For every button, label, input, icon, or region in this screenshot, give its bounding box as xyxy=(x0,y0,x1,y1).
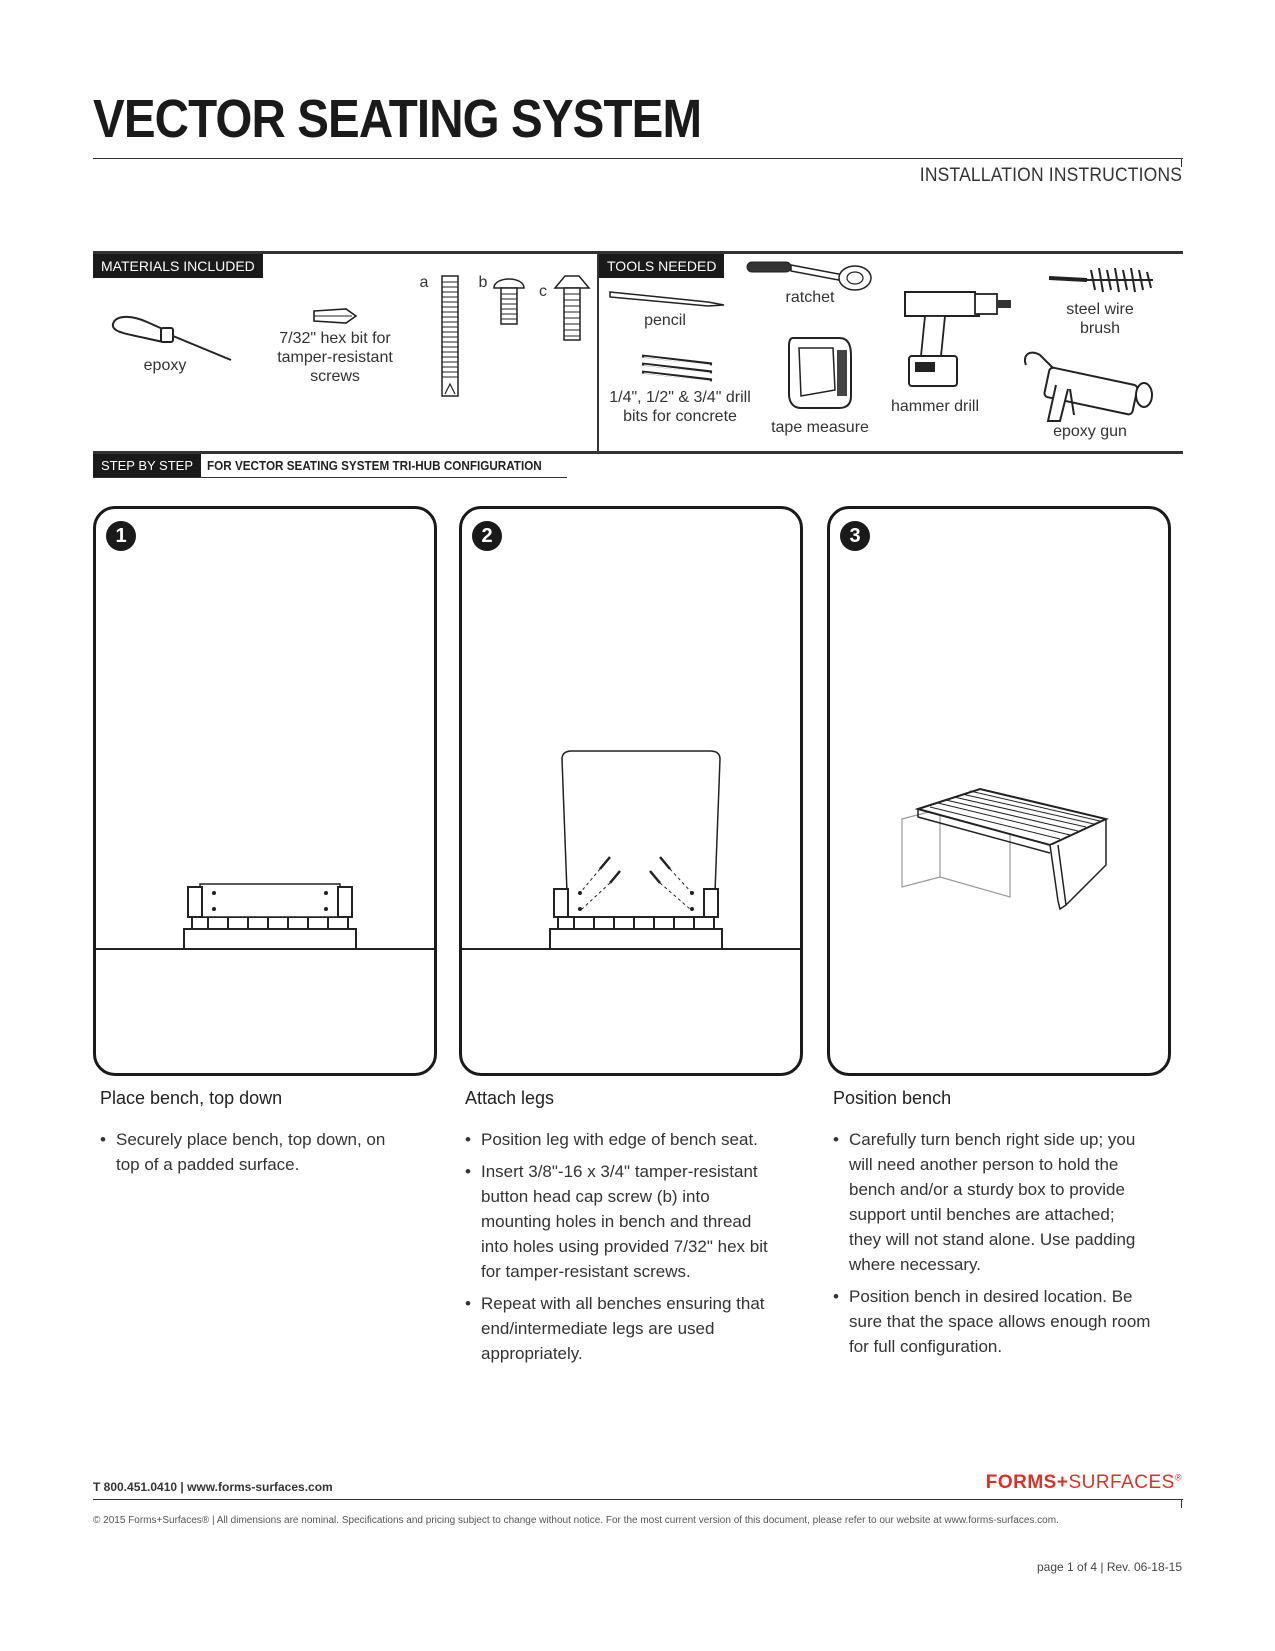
epoxy-label: epoxy xyxy=(143,357,187,374)
drill-bits-label: 1/4", 1/2" & 3/4" drill bits for concrete xyxy=(609,389,751,425)
brand-logo-light: SURFACES xyxy=(1068,1472,1175,1493)
step-3-illustration xyxy=(830,509,1168,1073)
page-subtitle: INSTALLATION INSTRUCTIONS xyxy=(919,165,1182,186)
footer-legal: © 2015 Forms+Surfaces® | All dimensions are nominal. Specifications and pricing subject to change without notice. For the most current version of this document, please refer to our website at www.forms-surfaces.com. xyxy=(93,1515,1059,1526)
step-2-bullet: • Repeat with all benches ensuring that end/intermediate legs are used appropriately. xyxy=(465,1291,775,1366)
tools-tag: TOOLS NEEDED xyxy=(599,254,724,278)
step-1-number: 1 xyxy=(106,521,136,551)
brand-logo xyxy=(986,1472,1182,1494)
step-3-bullet: • Carefully turn bench right side up; you will need another person to hold the bench and/or a sturdy box to provide support until benches are attached; they will not stand alone. Use padding where necessary. xyxy=(833,1127,1151,1277)
tape-measure-label: tape measure xyxy=(771,419,869,436)
hex-bit-icon xyxy=(310,305,360,327)
step-1-panel xyxy=(93,506,437,1076)
materials-bottom-rule xyxy=(93,451,1183,454)
step-3-bullets xyxy=(833,1127,1151,1366)
pencil-label: pencil xyxy=(644,312,686,329)
header-rule xyxy=(93,158,1183,159)
step-2-bullet: • Insert 3/8"-16 x 3/4" tamper-resistant button head cap screw (b) into mounting holes in bench and thread into holes using provided 7/32" hex bit for tamper-resistant screws. xyxy=(465,1159,775,1284)
ratchet-label: ratchet xyxy=(785,289,835,306)
screw-b-label: b xyxy=(478,274,488,291)
step-1-bullets xyxy=(100,1127,410,1184)
step-bar-rule xyxy=(93,477,567,478)
step-by-step-tag: STEP BY STEP xyxy=(93,454,201,478)
screw-a-label: a xyxy=(419,274,429,291)
page-info: page 1 of 4 | Rev. 06-18-15 xyxy=(1037,1560,1182,1574)
drill-bits-icon xyxy=(640,352,720,386)
step-2-heading: Attach legs xyxy=(465,1088,555,1108)
page-title: VECTOR SEATING SYSTEM xyxy=(93,89,702,149)
step-2-bullets xyxy=(465,1127,775,1373)
epoxy-gun-icon xyxy=(1020,345,1160,425)
flat-head-screw-icon xyxy=(553,274,591,344)
epoxy-gun-label: epoxy gun xyxy=(1053,423,1127,440)
steel-wire-brush-icon xyxy=(1047,264,1157,300)
step-2-panel xyxy=(459,506,803,1076)
brand-logo-bold: FORMS+ xyxy=(985,1472,1069,1493)
step-2-number: 2 xyxy=(472,521,502,551)
step-2-illustration xyxy=(462,509,800,1073)
step-1-heading: Place bench, top down xyxy=(100,1088,283,1108)
hex-bit-label: 7/32" hex bit for tamper-resistant screws xyxy=(277,330,393,385)
step-3-panel xyxy=(827,506,1171,1076)
footer-rule-tick xyxy=(1181,1499,1182,1508)
step-2-bullet: • Position leg with edge of bench seat. xyxy=(465,1127,775,1152)
materials-tools-divider xyxy=(597,251,599,453)
hammer-drill-label: hammer drill xyxy=(890,398,979,415)
step-3-bullet: • Position bench in desired location. Be sure that the space allows enough room for full configuration. xyxy=(833,1284,1151,1359)
button-head-screw-icon xyxy=(492,274,526,328)
steel-wire-brush-label: steel wire brush xyxy=(1066,301,1134,337)
materials-tag: MATERIALS INCLUDED xyxy=(93,254,263,278)
step-1-bullet: • Securely place bench, top down, on top of a padded surface. xyxy=(100,1127,410,1177)
step-3-heading: Position bench xyxy=(833,1088,952,1108)
tape-measure-icon xyxy=(785,332,855,412)
footer-rule xyxy=(93,1499,1183,1500)
footer-contact: T 800.451.0410 | www.forms-surfaces.com xyxy=(93,1480,333,1494)
hammer-drill-icon xyxy=(895,282,1015,392)
pencil-icon xyxy=(608,288,728,308)
step-3-number: 3 xyxy=(840,521,870,551)
step-1-illustration xyxy=(96,509,434,1073)
screw-c-label: c xyxy=(539,283,547,300)
brand-logo-mark: ® xyxy=(1174,1472,1182,1483)
threaded-rod-icon xyxy=(440,274,462,400)
step-by-step-caption: FOR VECTOR SEATING SYSTEM TRI-HUB CONFIGURATION xyxy=(207,458,542,473)
